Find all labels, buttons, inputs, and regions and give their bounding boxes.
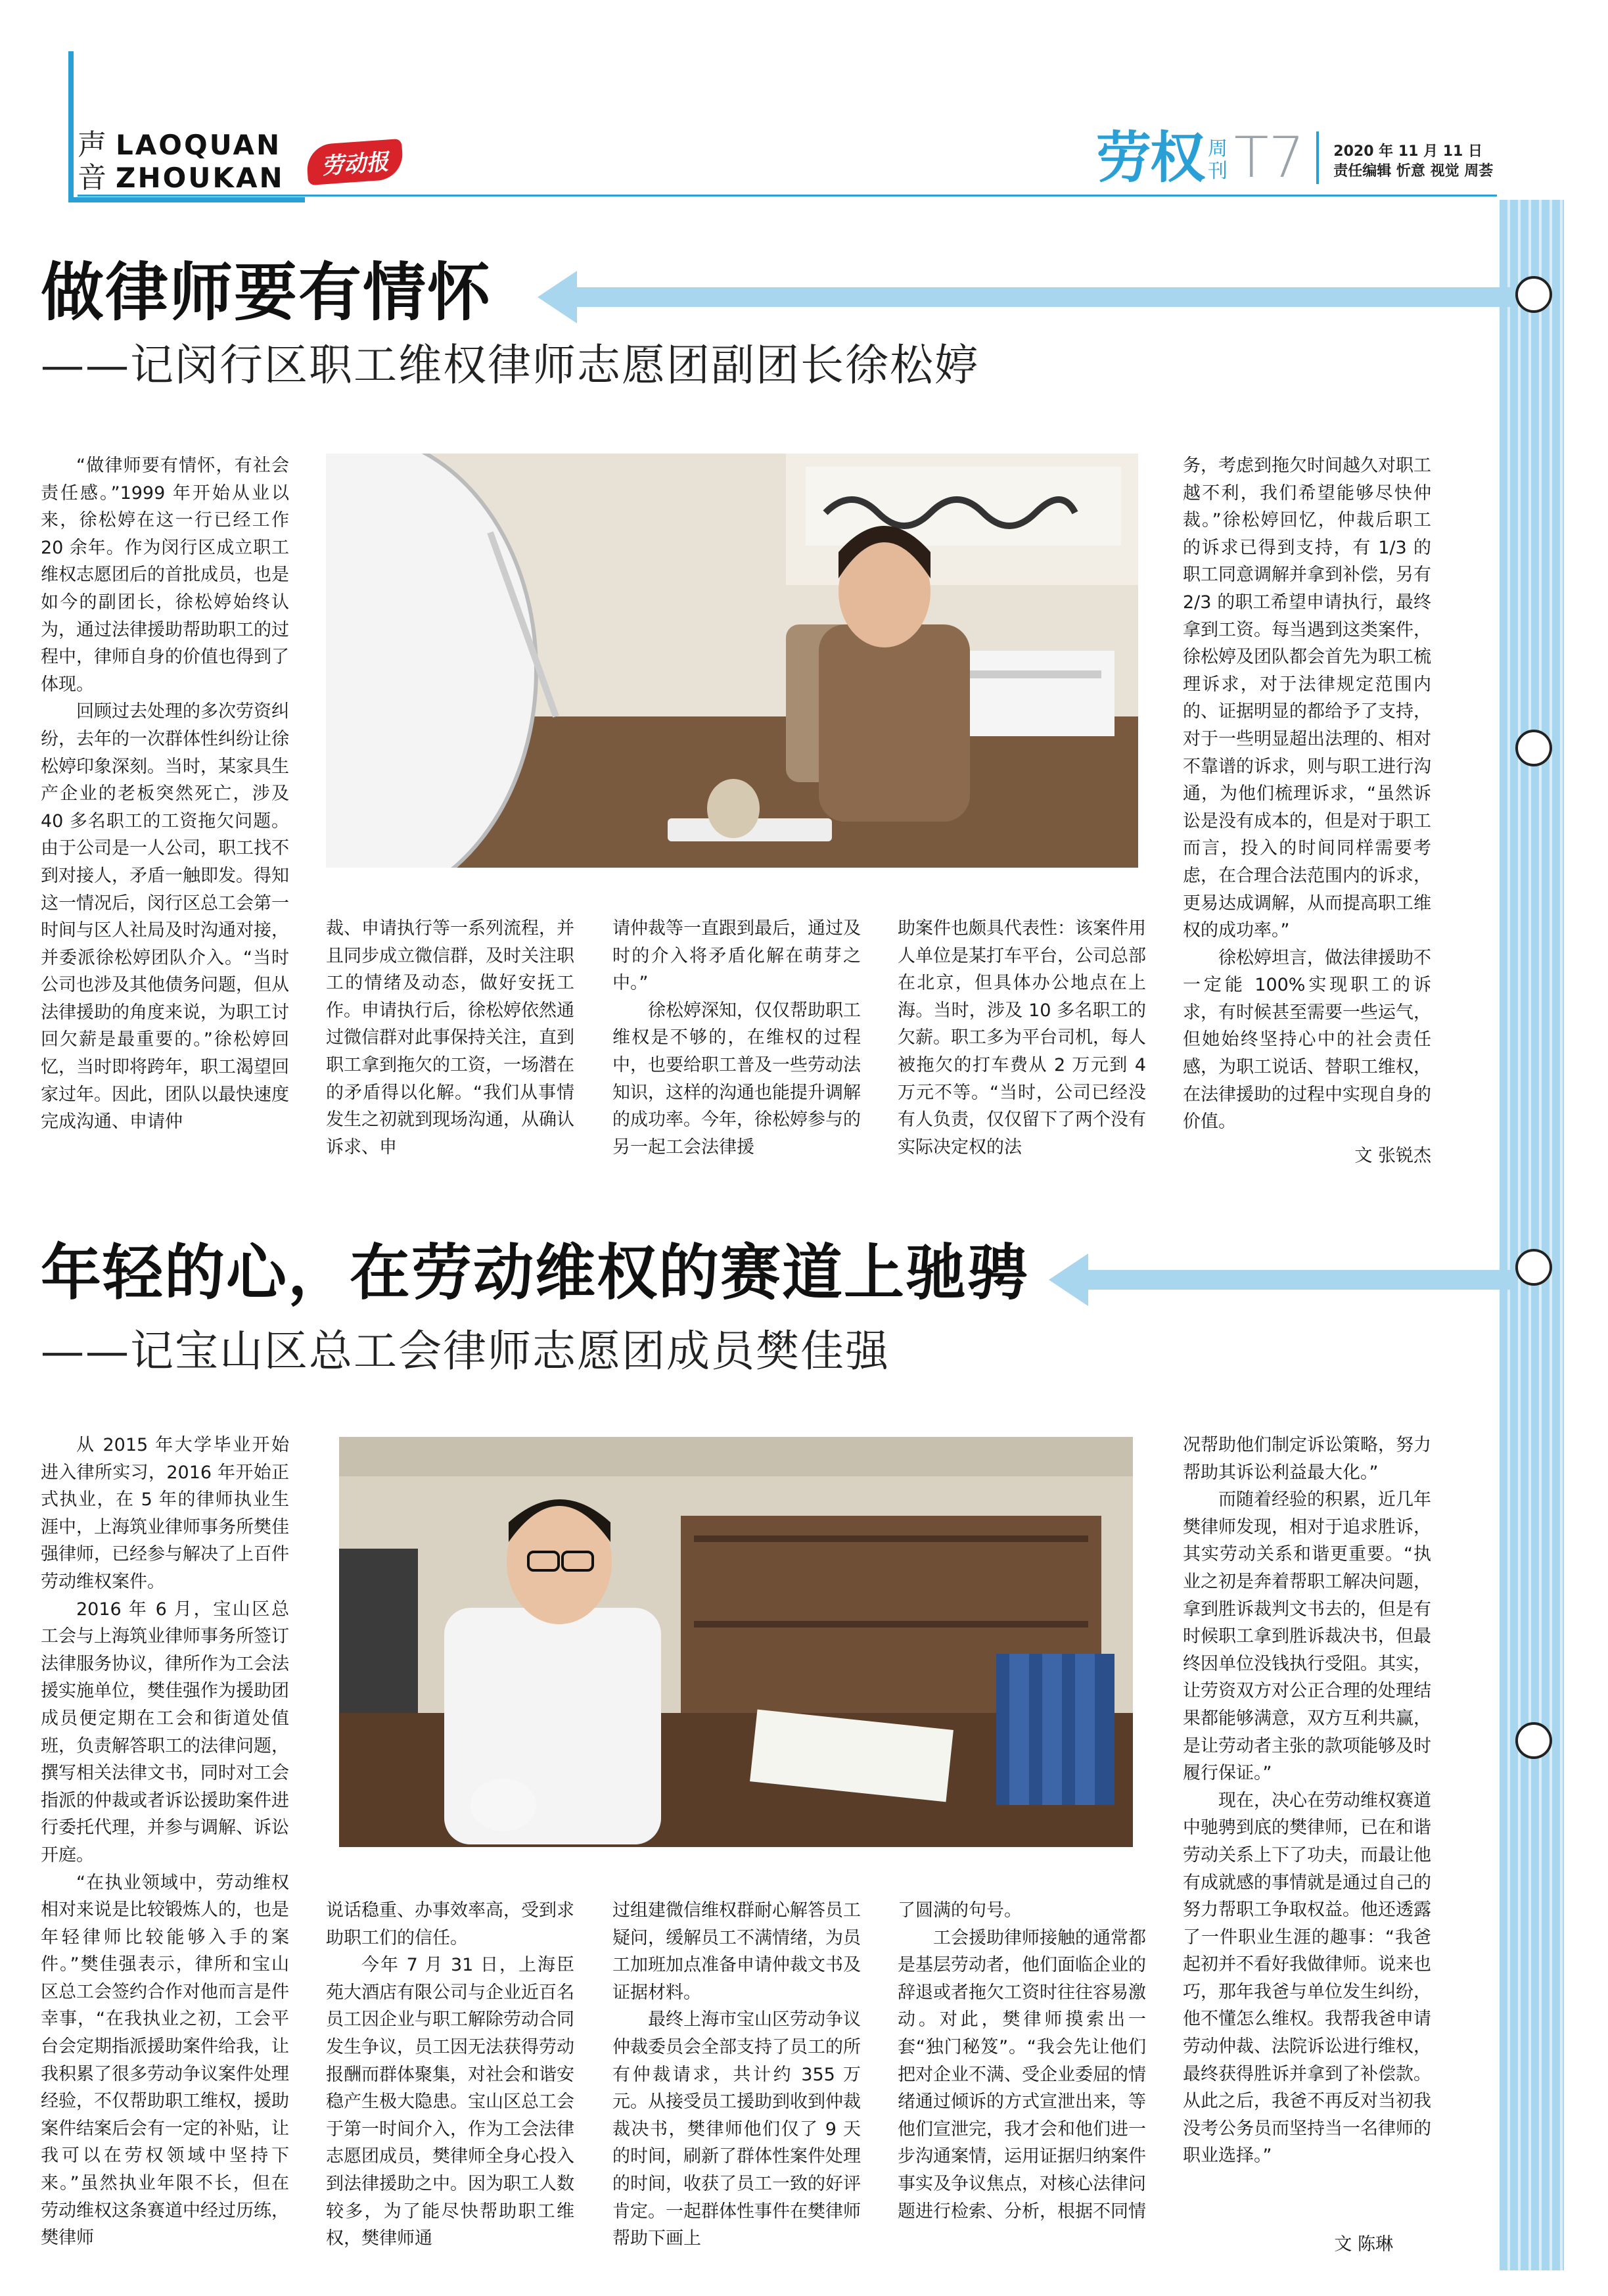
article2-column-5: 况帮助他们制定诉讼策略，努力帮助其诉讼利益最大化。” 而随着经验的积累，近几年樊律师发现，相对于追求胜诉，其实劳动关系和谐更重要。“执业之初是奔着帮职工解决问题，拿到胜诉裁判文书去的，但是有时候职工拿到胜诉裁决书，但最终因单位没钱执行受阻。其实，让劳资双方对公正合理的处理结果都能够满意，双方互利共赢，是让劳动者主张的款项能够及时履行保证。” 现在，决心在劳动维权赛道中驰骋到底的樊律师，已在和谐劳动关系上下了功夫，而最让他有成就感的事情就是通过自己的努力帮职工争取权益。他还透露了一件职业生涯的趣事：“我爸起初并不看好我做律师。说来也巧，那年我爸与单位发生纠纷，他不懂怎么维权。我帮我爸申请劳动仲裁、法院诉讼进行维权，最终获得胜诉并拿到了补偿款。从此之后，我爸不再反对当初我没考公务员而坚持当一名律师的职业选择。” xyxy=(1183,1435,1431,2167)
section-masthead xyxy=(78,129,403,195)
article2-title: 年轻的心，在劳动维权的赛道上驰骋 xyxy=(41,1237,1030,1308)
decorative-rail xyxy=(1500,200,1564,2270)
article1-column-3: 请仲裁等一直跟到最后，通过及时的介入将矛盾化解在萌芽之中。” 徐松婷深知，仅仅帮助职工维权是不够的，在维权的过程中，也要给职工普及一些劳动法知识，这样的沟通也能提升调解的成功率。今年，徐松婷参与的另一起工会法律援 xyxy=(612,918,861,1158)
article2-column-1: 从 2015 年大学毕业开始进入律所实习，2016 年开始正式执业，在 5 年的律师执业生涯中，上海筑业律师事务所樊佳强律师，已经参与解决了上百件劳动维权案件。 2016 年 6 月，宝山区总工会与上海筑业律师事务所签订法律服务协议，律所作为工会法援实施单位，樊佳强作为援助团成员便定期在工会和街道处值班，负责解答职工的法律问题，撰写相关法律文书，同时对工会指派的仲裁或者诉讼援助案件进行委托代理，并参与调解、诉讼开庭。 “在执业领域中，劳动维权相对来说是比较锻炼人的，也是年轻律师比较能够入手的案件。”樊佳强表示，律所和宝山区总工会签约合作对他而言是件幸事，“在我执业之初，工会平台会定期指派援助案件给我，让我积累了很多劳动争议案件处理经验，不仅帮助职工维权，援助案件结案后会有一定的补贴，让我可以在劳权领域中坚持下来。”虽然执业年限不长，但在劳动维权这条赛道中经过历练，樊律师 xyxy=(41,1435,289,2249)
article1-photo xyxy=(326,454,1138,868)
article1-column-2: 裁、申请执行等一系列流程，并且同步成立微信群，及时关注职工的情绪及动态，做好安抚工作。申请执行后，徐松婷依然通过微信群对此事保持关注，直到职工拿到拖欠的工资，一场潜在的矛盾得以化解。“我们从事情发生之初就到现场沟通，从确认诉求、申 xyxy=(326,918,574,1158)
article2-column-4: 了圆满的句号。 工会援助律师接触的通常都是基层劳动者，他们面临企业的辞退或者拖欠工资时往往容易激动。对此，樊律师摸索出一套“独门秘笈”。“我会先让他们把对企业不满、受企业委屈的情绪通过倾诉的方式宣泄出来，等他们宣泄完，我才会和他们进一步沟通案情，运用证据归纳案件事实及争议焦点，对核心法律问题进行检索、分析，根据不同情 xyxy=(898,1900,1146,2222)
article1-byline: 文 张锐杰 xyxy=(1354,1146,1431,1166)
article1-title: 做律师要有情怀 xyxy=(41,255,492,329)
page-number: T7 xyxy=(1234,125,1305,191)
brand-weekly: 周 刊 xyxy=(1208,137,1228,183)
masthead-rule xyxy=(68,51,74,202)
rail-ring-icon xyxy=(1515,1722,1552,1759)
rail-ring-icon xyxy=(1515,1249,1552,1286)
issue-date: 2020 年 11 月 11 日 xyxy=(1333,143,1483,160)
rail-ring-icon xyxy=(1515,730,1552,766)
arrow-left-icon xyxy=(538,271,577,323)
article2-column-2: 说话稳重、办事效率高，受到求助职工们的信任。 今年 7 月 31 日，上海臣苑大酒店有限公司与企业近百名员工因企业与职工解除劳动合同发生争议，员工因无法获得劳动报酬而群体聚集，对社会和谐安稳产生极大隐患。宝山区总工会于第一时间介入，作为工会法律志愿团成员，樊律师全身心投入到法律援助之中。因为职工人数较多，为了能尽快帮助职工维权，樊律师通 xyxy=(326,1900,574,2249)
article2-byline: 文 陈琳 xyxy=(1334,2234,1393,2255)
article1-subtitle: ——记闵行区职工维权律师志愿团副团长徐松婷 xyxy=(41,340,979,390)
page-header xyxy=(1096,125,1494,191)
article2-column-3: 过组建微信维权群耐心解答员工疑问，缓解员工不满情绪，为员工加班加点准备申请仲裁文书及证据材料。 最终上海市宝山区劳动争议仲裁委员会全部支持了员工的所有仲裁请求，共计约 355 万元。从接受员工援助到收到仲裁裁决书，樊律师他们仅了 9 天的时间，刷新了群体性案件处理的时间，收获了员工一致的好评肯定。一起群体性事件在樊律师帮助下画上 xyxy=(612,1900,861,2249)
article1-column-1: “做律师要有情怀，有社会责任感。”1999 年开始从业以来，徐松婷在这一行已经工作 20 余年。作为闵行区成立职工维权志愿团后的首批成员，也是如今的副团长，徐松婷始终认为，通过法律援助帮助职工的过程中，律师自身的价值也得到了体现。 回顾过去处理的多次劳资纠纷，去年的一次群体性纠纷让徐松婷印象深刻。当时，某家具生产企业的老板突然死亡，涉及 40 多名职工的工资拖欠问题。由于公司是一人公司，职工找不到对接人，矛盾一触即发。得知这一情况后，闵行区总工会第一时间与区人社局及时沟通对接，并委派徐松婷团队介入。“当时公司也涉及其他债务问题，但从法律援助的角度来说，为职工讨回欠薪是最重要的。”徐松婷回忆，当时即将跨年，职工渴望回家过年。因此，团队以最快速度完成沟通、申请仲 xyxy=(41,456,289,1133)
article2-photo xyxy=(339,1437,1133,1847)
brand-title: 劳权 xyxy=(1096,126,1205,190)
masthead-rule-corner xyxy=(68,197,305,202)
arrow-bar xyxy=(1087,1270,1515,1290)
article1-column-4: 助案件也颇具代表性：该案件用人单位是某打车平台，公司总部在北京，但具体办公地点在上海。当时，涉及 10 多名职工的欠薪。职工多为平台司机，每人被拖欠的打车费从 2 万元到 4 万元不等。“当时，公司已经没有人负责，仅仅留下了两个没有实际决定权的法 xyxy=(898,918,1146,1158)
arrow-left-icon xyxy=(1049,1253,1088,1306)
newspaper-logo: 劳动报 xyxy=(306,138,404,185)
issue-meta xyxy=(1333,142,1493,181)
rail-ring-icon xyxy=(1515,276,1552,313)
editor-credits: 责任编辑 忻意 视觉 周荟 xyxy=(1333,163,1494,179)
section-name-cn: 声 音 xyxy=(78,128,106,195)
arrow-bar xyxy=(576,287,1515,307)
header-divider xyxy=(1316,131,1319,184)
section-name-en: LAOQUAN ZHOUKAN xyxy=(116,129,285,194)
header-rule xyxy=(78,195,1497,197)
article2-subtitle: ——记宝山区总工会律师志愿团成员樊佳强 xyxy=(41,1326,890,1376)
article1-column-5: 务，考虑到拖欠时间越久对职工越不利，我们希望能够尽快仲裁。”徐松婷回忆，仲裁后职工的诉求已得到支持，有 1/3 的职工同意调解并拿到补偿，另有 2/3 的职工希望申请执行，最终拿到工资。每当遇到这类案件，徐松婷及团队都会首先为职工梳理诉求，对于法律规定范围内的、证据明显的都给予了支持，对于一些明显超出法理的、相对不靠谱的诉求，则与职工进行沟通，为他们梳理诉求，“虽然诉讼是没有成本的，但是对于职工而言，投入的时间同样需要考虑，在合理合法范围内的诉求，更易达成调解，从而提高职工维权的成功率。” 徐松婷坦言，做法律援助不一定能 100%实现职工的诉求，有时候甚至需要一些运气，但她始终坚持心中的社会责任感，为职工说话、替职工维权，在法律援助的过程中实现自身的价值。 xyxy=(1183,456,1431,1133)
